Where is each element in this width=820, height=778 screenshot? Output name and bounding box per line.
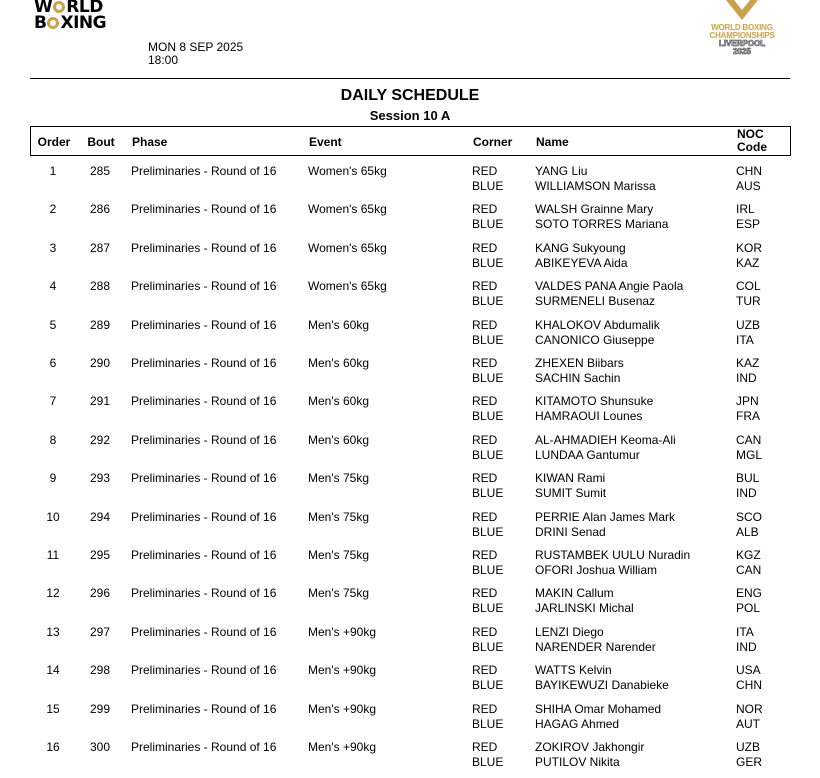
blue-corner-cell: BLUE bbox=[472, 217, 504, 232]
table-row bbox=[30, 164, 791, 202]
red-boxer-name: PERRIE Alan James Mark bbox=[535, 509, 676, 524]
blue-noc-code: IND bbox=[736, 371, 757, 385]
table-row bbox=[30, 279, 791, 317]
red-boxer-name: AL-AHMADIEH Keoma-Ali bbox=[535, 432, 676, 447]
order-cell: 2 bbox=[49, 202, 57, 217]
phase-cell: Preliminaries - Round of 16 bbox=[131, 740, 277, 754]
phase-cell: Preliminaries - Round of 16 bbox=[131, 586, 277, 601]
red-noc-code: COL bbox=[736, 279, 761, 294]
event-cell: Men's 75kg bbox=[308, 471, 369, 486]
blue-boxer-name: SURMENELI Busenaz bbox=[535, 294, 656, 309]
order-cell: 16 bbox=[46, 740, 60, 754]
event-cell: Women's 65kg bbox=[308, 164, 387, 178]
event-cell: Men's 60kg bbox=[308, 432, 369, 447]
bout-cell: 287 bbox=[89, 240, 111, 255]
red-noc-code: SCO bbox=[736, 509, 763, 524]
table-row bbox=[30, 433, 791, 471]
red-corner-cell: RED bbox=[472, 548, 498, 562]
event-cell: Men's 75kg bbox=[308, 586, 369, 601]
red-noc-code: CHN bbox=[736, 164, 762, 178]
bout-cell: 285 bbox=[89, 164, 111, 178]
phase-cell: Preliminaries - Round of 16 bbox=[131, 202, 277, 217]
order-cell: 6 bbox=[49, 356, 57, 370]
red-corner-cell: RED bbox=[472, 586, 498, 601]
blue-boxer-name: OFORI Joshua William bbox=[535, 563, 658, 577]
red-noc-code: IRL bbox=[736, 202, 755, 217]
event-cell: Men's +90kg bbox=[308, 624, 376, 639]
col-order: Order bbox=[37, 135, 71, 149]
bout-cell: 291 bbox=[89, 394, 111, 409]
bout-cell: 288 bbox=[89, 279, 111, 294]
blue-corner-cell: BLUE bbox=[472, 371, 504, 385]
blue-corner-cell: BLUE bbox=[472, 601, 504, 616]
bout-cell: 298 bbox=[89, 663, 111, 678]
order-cell: 9 bbox=[49, 471, 57, 486]
red-boxer-name: WATTS Kelvin bbox=[535, 663, 612, 678]
col-noc-line2: Code bbox=[737, 140, 767, 154]
table-row bbox=[30, 548, 791, 586]
red-boxer-name: LENZI Diego bbox=[535, 624, 604, 639]
red-boxer-name: VALDES PANA Angie Paola bbox=[535, 279, 684, 294]
table-row bbox=[30, 663, 791, 701]
blue-corner-cell: BLUE bbox=[472, 639, 504, 654]
red-corner-cell: RED bbox=[472, 509, 498, 524]
blue-noc-code: GER bbox=[736, 755, 763, 769]
bout-cell: 299 bbox=[89, 701, 111, 716]
event-cell: Men's +90kg bbox=[308, 701, 376, 716]
red-noc-code: KGZ bbox=[736, 548, 761, 562]
championship-emblem-icon bbox=[722, 0, 762, 24]
red-boxer-name: KIWAN Rami bbox=[535, 471, 606, 486]
col-noc-line1: NOC bbox=[737, 127, 764, 141]
blue-noc-code: CAN bbox=[736, 563, 762, 577]
logo-right-line2: CHAMPIONSHIPS bbox=[709, 31, 775, 40]
blue-noc-code: ESP bbox=[736, 217, 761, 232]
event-cell: Women's 65kg bbox=[308, 240, 387, 255]
phase-cell: Preliminaries - Round of 16 bbox=[131, 471, 277, 486]
event-cell: Men's 75kg bbox=[308, 509, 369, 524]
blue-noc-code: IND bbox=[736, 486, 757, 501]
phase-cell: Preliminaries - Round of 16 bbox=[131, 240, 277, 255]
blue-boxer-name: JARLINSKI Michal bbox=[535, 601, 634, 616]
red-boxer-name: KITAMOTO Shunsuke bbox=[535, 394, 654, 409]
col-bout: Bout bbox=[87, 135, 115, 149]
table-row bbox=[30, 510, 791, 548]
blue-noc-code: KAZ bbox=[736, 255, 760, 270]
logo-ring-icon bbox=[53, 1, 65, 13]
table-row bbox=[30, 625, 791, 663]
logo-right-line3: LIVERPOOL bbox=[718, 39, 766, 48]
phase-cell: Preliminaries - Round of 16 bbox=[131, 432, 277, 447]
event-cell: Women's 65kg bbox=[308, 202, 387, 217]
bout-cell: 286 bbox=[89, 202, 111, 217]
blue-boxer-name: CANONICO Giuseppe bbox=[535, 332, 655, 347]
red-noc-code: NOR bbox=[736, 701, 763, 716]
table-row bbox=[30, 318, 791, 356]
red-corner-cell: RED bbox=[472, 317, 498, 332]
table-row bbox=[30, 471, 791, 509]
bout-cell: 292 bbox=[89, 432, 111, 447]
red-noc-code: CAN bbox=[736, 432, 762, 447]
blue-noc-code: IND bbox=[736, 639, 757, 654]
order-cell: 13 bbox=[46, 624, 60, 639]
blue-noc-code: AUS bbox=[736, 179, 761, 193]
blue-boxer-name: ABIKEYEVA Aida bbox=[535, 255, 628, 270]
red-corner-cell: RED bbox=[472, 164, 498, 178]
blue-corner-cell: BLUE bbox=[472, 716, 504, 731]
red-boxer-name: MAKIN Callum bbox=[535, 586, 614, 601]
phase-cell: Preliminaries - Round of 16 bbox=[131, 548, 277, 562]
bout-cell: 296 bbox=[89, 586, 111, 601]
order-cell: 5 bbox=[49, 317, 57, 332]
blue-noc-code: POL bbox=[736, 601, 761, 616]
order-cell: 12 bbox=[46, 586, 60, 601]
red-boxer-name: ZOKIROV Jakhongir bbox=[535, 740, 645, 754]
phase-cell: Preliminaries - Round of 16 bbox=[131, 356, 277, 370]
blue-corner-cell: BLUE bbox=[472, 524, 504, 539]
world-boxing-logo bbox=[34, 0, 134, 34]
col-name: Name bbox=[536, 135, 569, 149]
order-cell: 8 bbox=[49, 432, 57, 447]
table-row bbox=[30, 356, 791, 394]
order-cell: 1 bbox=[49, 164, 57, 178]
event-cell: Men's 60kg bbox=[308, 317, 369, 332]
session-title: Session 10 A bbox=[369, 108, 451, 123]
blue-corner-cell: BLUE bbox=[472, 409, 504, 424]
blue-corner-cell: BLUE bbox=[472, 294, 504, 309]
phase-cell: Preliminaries - Round of 16 bbox=[131, 279, 277, 294]
red-boxer-name: YANG Liu bbox=[535, 164, 588, 178]
red-noc-code: ITA bbox=[736, 624, 754, 639]
red-corner-cell: RED bbox=[472, 471, 498, 486]
red-noc-code: USA bbox=[736, 663, 761, 678]
blue-corner-cell: BLUE bbox=[472, 447, 504, 462]
bout-cell: 293 bbox=[89, 471, 111, 486]
event-cell: Men's 75kg bbox=[308, 548, 369, 562]
blue-corner-cell: BLUE bbox=[472, 678, 504, 693]
col-phase: Phase bbox=[132, 135, 168, 149]
logo-right-line4: 2025 bbox=[733, 47, 751, 56]
bout-cell: 295 bbox=[89, 548, 111, 562]
bout-cell: 290 bbox=[89, 356, 111, 370]
order-cell: 7 bbox=[49, 394, 57, 409]
date-time bbox=[148, 41, 243, 67]
phase-cell: Preliminaries - Round of 16 bbox=[131, 317, 277, 332]
blue-corner-cell: BLUE bbox=[472, 486, 504, 501]
col-event: Event bbox=[309, 135, 342, 149]
red-noc-code: KAZ bbox=[736, 356, 760, 370]
event-cell: Men's +90kg bbox=[308, 740, 376, 754]
blue-corner-cell: BLUE bbox=[472, 563, 504, 577]
header-divider bbox=[30, 78, 790, 79]
red-corner-cell: RED bbox=[472, 202, 498, 217]
blue-corner-cell: BLUE bbox=[472, 255, 504, 270]
blue-noc-code: ALB bbox=[736, 524, 759, 539]
blue-corner-cell: BLUE bbox=[472, 179, 504, 193]
blue-boxer-name: WILLIAMSON Marissa bbox=[535, 179, 656, 193]
blue-corner-cell: BLUE bbox=[472, 755, 504, 769]
order-cell: 10 bbox=[46, 509, 60, 524]
blue-boxer-name: SUMIT Sumit bbox=[535, 486, 607, 501]
red-noc-code: UZB bbox=[736, 740, 760, 754]
order-cell: 14 bbox=[46, 663, 60, 678]
logo-line1: W RLD bbox=[34, 0, 103, 17]
col-noc bbox=[737, 128, 767, 154]
red-corner-cell: RED bbox=[472, 701, 498, 716]
table-row bbox=[30, 202, 791, 240]
bout-cell: 297 bbox=[89, 624, 111, 639]
red-noc-code: ENG bbox=[736, 586, 763, 601]
red-corner-cell: RED bbox=[472, 356, 498, 370]
table-row bbox=[30, 586, 791, 624]
table-row bbox=[30, 394, 791, 432]
event-cell: Men's 60kg bbox=[308, 394, 369, 409]
red-noc-code: JPN bbox=[736, 394, 759, 409]
phase-cell: Preliminaries - Round of 16 bbox=[131, 509, 277, 524]
logo-ring-icon bbox=[47, 17, 59, 29]
blue-noc-code: MGL bbox=[736, 447, 763, 462]
event-cell: Men's +90kg bbox=[308, 663, 376, 678]
blue-boxer-name: DRINI Senad bbox=[535, 524, 606, 539]
red-boxer-name: KANG Sukyoung bbox=[535, 240, 626, 255]
red-boxer-name: RUSTAMBEK UULU Nuradin bbox=[535, 548, 691, 562]
bout-cell: 289 bbox=[89, 317, 111, 332]
red-corner-cell: RED bbox=[472, 432, 498, 447]
red-noc-code: UZB bbox=[736, 317, 760, 332]
red-corner-cell: RED bbox=[472, 624, 498, 639]
red-corner-cell: RED bbox=[472, 394, 498, 409]
blue-boxer-name: SOTO TORRES Mariana bbox=[535, 217, 669, 232]
logo-right-line1: WORLD BOXING bbox=[711, 23, 773, 32]
red-corner-cell: RED bbox=[472, 740, 498, 754]
phase-cell: Preliminaries - Round of 16 bbox=[131, 701, 277, 716]
blue-boxer-name: SACHIN Sachin bbox=[535, 371, 621, 385]
table-row bbox=[30, 241, 791, 279]
order-cell: 15 bbox=[46, 701, 60, 716]
red-boxer-name: WALSH Grainne Mary bbox=[535, 202, 654, 217]
blue-noc-code: CHN bbox=[736, 678, 762, 693]
championships-logo bbox=[700, 0, 784, 56]
red-noc-code: BUL bbox=[736, 471, 760, 486]
blue-corner-cell: BLUE bbox=[472, 332, 504, 347]
blue-noc-code: TUR bbox=[736, 294, 761, 309]
phase-cell: Preliminaries - Round of 16 bbox=[131, 164, 277, 178]
red-boxer-name: ZHEXEN Biibars bbox=[535, 356, 624, 370]
phase-cell: Preliminaries - Round of 16 bbox=[131, 624, 277, 639]
logo-line2: B XING bbox=[34, 13, 107, 33]
schedule-date: MON 8 SEP 2025 bbox=[148, 40, 244, 54]
col-corner: Corner bbox=[473, 135, 513, 149]
blue-boxer-name: NARENDER Narender bbox=[535, 639, 656, 654]
red-noc-code: KOR bbox=[736, 240, 763, 255]
event-cell: Women's 65kg bbox=[308, 279, 387, 294]
red-corner-cell: RED bbox=[472, 663, 498, 678]
red-boxer-name: KHALOKOV Abdumalik bbox=[535, 317, 660, 332]
page-title: DAILY SCHEDULE bbox=[340, 87, 480, 104]
blue-boxer-name: HAMRAOUI Lounes bbox=[535, 409, 643, 424]
red-boxer-name: SHIHA Omar Mohamed bbox=[535, 701, 662, 716]
order-cell: 3 bbox=[49, 240, 57, 255]
blue-boxer-name: PUTILOV Nikita bbox=[535, 755, 620, 769]
table-row bbox=[30, 702, 791, 740]
event-cell: Men's 60kg bbox=[308, 356, 369, 370]
blue-noc-code: AUT bbox=[736, 716, 760, 731]
blue-boxer-name: HAGAG Ahmed bbox=[535, 716, 620, 731]
bout-cell: 294 bbox=[89, 509, 111, 524]
table-header bbox=[30, 126, 791, 156]
red-corner-cell: RED bbox=[472, 240, 498, 255]
phase-cell: Preliminaries - Round of 16 bbox=[131, 663, 277, 678]
blue-boxer-name: BAYIKEWUZI Danabieke bbox=[535, 678, 669, 693]
order-cell: 4 bbox=[49, 279, 57, 294]
order-cell: 11 bbox=[46, 548, 60, 562]
table-row bbox=[30, 740, 791, 778]
schedule-time: 18:00 bbox=[148, 53, 179, 67]
blue-noc-code: ITA bbox=[736, 332, 754, 347]
blue-boxer-name: LUNDAA Gantumur bbox=[535, 447, 640, 462]
red-corner-cell: RED bbox=[472, 279, 498, 294]
bout-cell: 300 bbox=[89, 740, 111, 754]
phase-cell: Preliminaries - Round of 16 bbox=[131, 394, 277, 409]
blue-noc-code: FRA bbox=[736, 409, 760, 424]
